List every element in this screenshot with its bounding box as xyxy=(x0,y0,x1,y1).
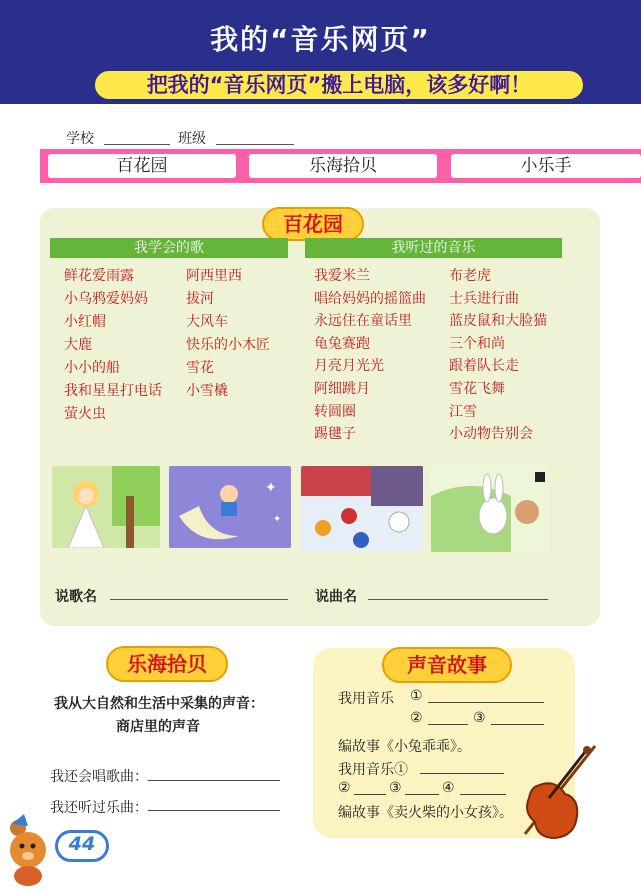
circle-2-mark: ② xyxy=(410,710,423,726)
heard-music-item: 龟兔赛跑 xyxy=(314,335,370,352)
heard-music-item: 跟着队长走 xyxy=(449,358,519,375)
heard-music-item: 唱给妈妈的摇篮曲 xyxy=(314,290,426,307)
heard-music-item: 转圆圈 xyxy=(314,403,356,420)
collected-sounds-text: 我从大自然和生活中采集的声音： xyxy=(54,696,264,712)
learned-song-item: 拔河 xyxy=(186,291,214,307)
svg-text:✦: ✦ xyxy=(265,480,277,496)
heard-music-item: 小动物告别会 xyxy=(449,426,533,443)
music-name-label: 说曲名 xyxy=(315,589,357,605)
music-name-blank xyxy=(368,598,548,600)
music-blank-3 xyxy=(491,724,544,725)
learned-song-item: 小红帽 xyxy=(64,314,106,330)
learned-song-item: 鲜花爱雨露 xyxy=(64,268,134,284)
music-blank-7 xyxy=(460,794,506,795)
learned-song-item: 大风车 xyxy=(186,314,228,330)
heard-music-item: 三个和尚 xyxy=(449,335,505,352)
tab-xiaoleshou[interactable]: 小乐手 xyxy=(451,154,641,178)
heard-music-item: 士兵进行曲 xyxy=(449,290,519,307)
page-title: 我的“音乐网页” xyxy=(210,23,431,56)
learned-song-item: 小小的船 xyxy=(64,360,120,376)
heard-music-item: 月亮月光光 xyxy=(314,358,384,375)
svg-text:✦: ✦ xyxy=(273,514,282,525)
song-name-blank xyxy=(110,598,288,600)
learned-song-item: 快乐的小木匠 xyxy=(186,337,270,353)
heard-music-item: 雪花飞舞 xyxy=(449,381,505,397)
class-label: 班级 xyxy=(178,131,206,147)
circle-3-mark: ③ xyxy=(473,710,486,726)
page-number: 44 xyxy=(68,833,96,855)
circle-4-mark: ④ xyxy=(442,780,455,796)
music-blank-6 xyxy=(405,794,439,795)
learned-song-item: 雪花 xyxy=(186,360,214,376)
use-music-label-1: 我用音乐 xyxy=(338,691,394,707)
tab-lehaishibei[interactable]: 乐海拾贝 xyxy=(249,154,437,178)
learned-song-item: 阿西里西 xyxy=(186,268,242,284)
heard-music-item: 蓝皮鼠和大脸猫 xyxy=(449,313,547,330)
learned-song-item: 大鹿 xyxy=(64,337,92,353)
heard-music-label: 我还听过乐曲： xyxy=(50,800,148,816)
violin-icon xyxy=(515,742,605,842)
girl-in-forest-picture xyxy=(52,466,160,548)
learned-song-item: 萤火虫 xyxy=(64,406,106,422)
heard-music-item: 江雪 xyxy=(449,403,477,420)
lehaishibei-title: 乐海拾贝 xyxy=(106,646,228,682)
boy-on-moon-picture xyxy=(169,466,291,548)
page-subtitle: 把我的“音乐网页”搬上电脑，该多好啊！ xyxy=(92,68,586,102)
heard-music-item: 我爱米兰 xyxy=(314,268,370,284)
song-name-label: 说歌名 xyxy=(55,589,97,605)
heard-music-item: 阿细跳月 xyxy=(314,381,370,397)
heard-music-header: 我听过的音乐 xyxy=(305,238,562,258)
tab-baihuayuan[interactable]: 百花园 xyxy=(48,154,236,178)
kids-in-snow-picture xyxy=(301,466,423,552)
heard-music-item: 永远住在童话里 xyxy=(314,313,412,330)
learned-song-item: 小乌鸦爱妈妈 xyxy=(64,291,148,307)
shengyingushi-title: 声音故事 xyxy=(382,647,512,683)
music-blank-4 xyxy=(420,773,504,774)
store-sounds-text: 商店里的声音 xyxy=(116,719,200,735)
heard-music-blank xyxy=(148,810,280,811)
school-blank xyxy=(104,143,170,145)
learned-song-item: 小雪橇 xyxy=(186,383,228,399)
music-blank-2 xyxy=(428,724,468,725)
use-music-label-2: 我用音乐① xyxy=(338,762,408,778)
circle-3b-mark: ③ xyxy=(389,780,402,796)
music-blank-5 xyxy=(354,794,386,795)
circle-2b-mark: ② xyxy=(338,780,351,796)
baihuayuan-title: 百花园 xyxy=(262,207,364,241)
story-2-text: 编故事《卖火柴的小女孩》。 xyxy=(338,805,513,821)
sing-songs-blank xyxy=(148,780,280,781)
class-blank xyxy=(216,143,294,145)
heard-music-item: 布老虎 xyxy=(449,268,491,284)
music-blank-1 xyxy=(428,702,544,703)
rabbit-and-animals-picture xyxy=(431,466,549,552)
learned-songs-header: 我学会的歌 xyxy=(50,238,288,258)
school-label: 学校 xyxy=(66,131,94,147)
learned-song-item: 我和星星打电话 xyxy=(64,383,162,399)
sing-songs-label: 我还会唱歌曲： xyxy=(50,769,148,785)
heard-music-item: 踢毽子 xyxy=(314,426,356,443)
circle-1-mark: ① xyxy=(410,688,423,704)
story-1-text: 编故事《小兔乖乖》。 xyxy=(338,739,471,755)
